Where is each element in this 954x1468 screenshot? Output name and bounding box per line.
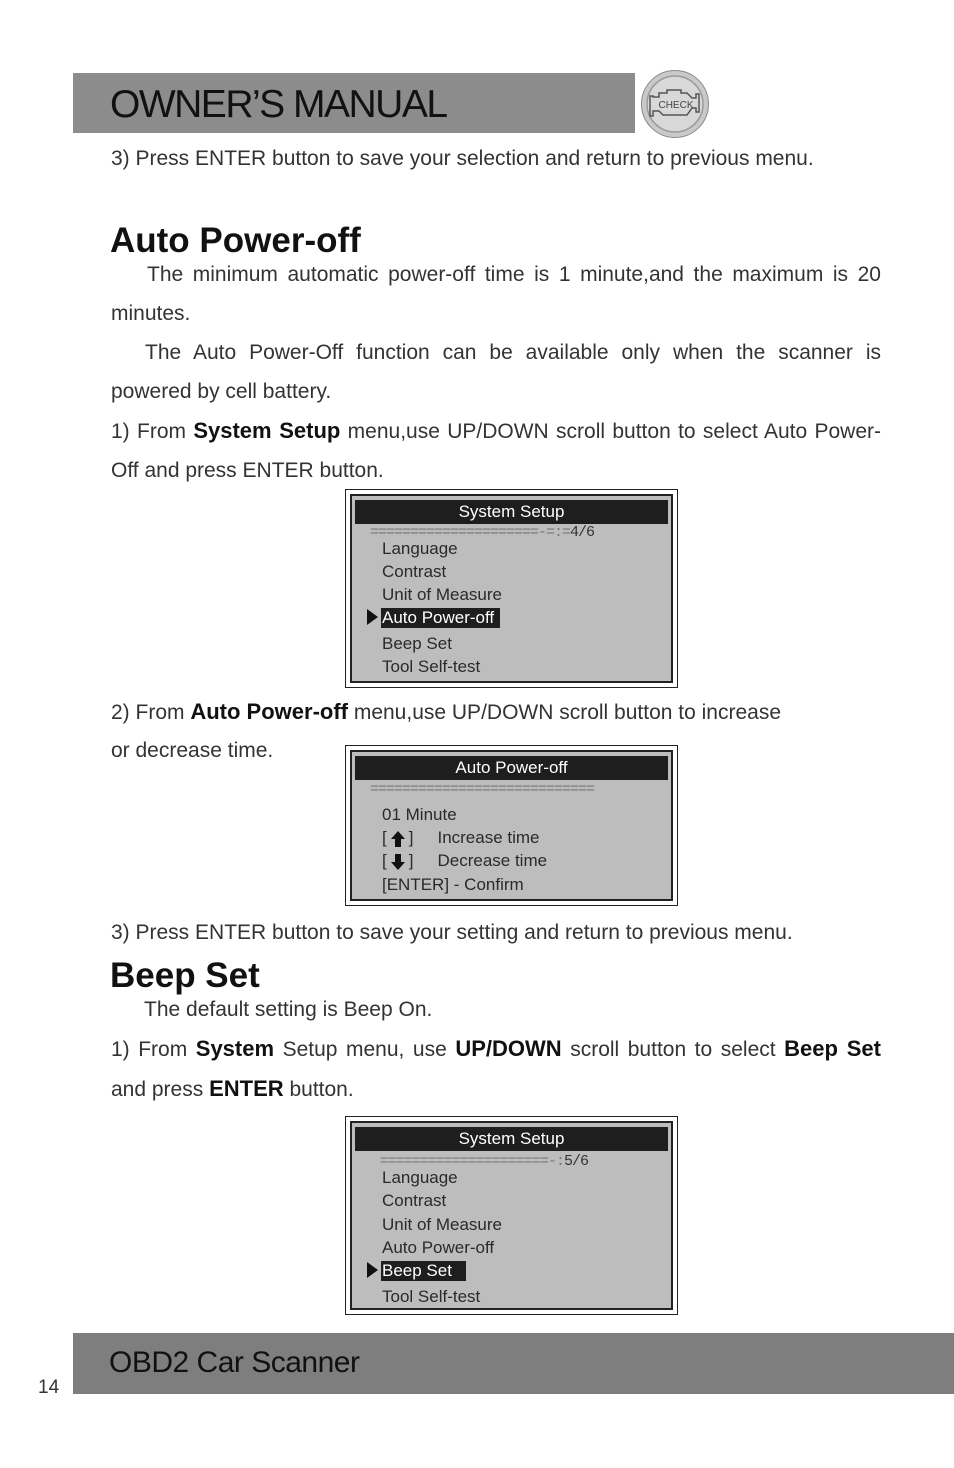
menu-item-language: Language — [382, 1168, 458, 1187]
step-text: and press — [111, 1078, 210, 1101]
decrease-time-row — [382, 851, 547, 871]
manual-title: OWNER’S MANUAL — [110, 83, 447, 126]
power-off-time-value: 01 Minute — [382, 805, 457, 824]
menu-item-beep-set: Beep Set — [382, 634, 452, 653]
auto-power-off-step-3: 3) Press ENTER button to save your setting and return to previous menu. — [111, 921, 793, 944]
auto-power-off-screen — [345, 745, 678, 906]
step-text: menu,use UP/DOWN scroll button to select Auto Power-Off and press ENTER button. — [111, 420, 881, 482]
auto-power-off-step-1 — [111, 411, 881, 490]
check-engine-icon — [641, 70, 709, 138]
step-text: Setup menu, use — [274, 1038, 456, 1061]
separator-rule: =====================-=:= — [370, 524, 571, 541]
step-text: button. — [283, 1078, 354, 1101]
auto-power-off-intro-1: The minimum automatic power-off time is 1 minute,and the maximum is 20 minutes. — [111, 263, 881, 325]
selection-cursor-icon — [367, 1262, 378, 1278]
page-counter: 5/6 — [564, 1153, 589, 1170]
down-arrow-icon — [391, 854, 405, 870]
step-text: scroll button to select — [561, 1038, 785, 1061]
menu-item-auto-power-off: Auto Power-off — [382, 1238, 495, 1257]
menu-item-tool-self-test: Tool Self-test — [382, 657, 481, 676]
menu-item-tool-self-test: Tool Self-test — [382, 1287, 481, 1306]
increase-time-label: Increase time — [437, 828, 540, 847]
increase-time-row — [382, 828, 540, 848]
previous-step-3: 3) Press ENTER button to save your selection and return to previous menu. — [111, 147, 814, 170]
auto-power-off-step-2 — [111, 692, 881, 732]
step-bold-text: Beep Set — [784, 1036, 881, 1061]
menu-item-language: Language — [382, 539, 458, 558]
step-bold-text: Auto Power-off — [190, 699, 348, 724]
menu-item-beep-set: Beep Set — [381, 1261, 466, 1281]
system-setup-screen-1 — [345, 489, 678, 688]
step-text: 1) From — [111, 1038, 196, 1061]
system-setup-screen-2 — [345, 1116, 678, 1315]
screen-title: System Setup — [355, 500, 668, 524]
step-bold-text: UP/DOWN — [455, 1036, 562, 1061]
check-badge-text: CHECK — [658, 100, 694, 111]
page-counter: 4/6 — [570, 524, 595, 541]
confirm-line: [ENTER] - Confirm — [382, 875, 524, 894]
selection-cursor-icon — [367, 609, 378, 625]
step-bold-text: System — [195, 1036, 275, 1061]
up-arrow-icon — [391, 831, 405, 847]
step-bold-text: System Setup — [193, 418, 341, 443]
screen-title: System Setup — [355, 1127, 668, 1151]
menu-item-unit-of-measure: Unit of Measure — [382, 1215, 502, 1234]
auto-power-off-intro-2: The Auto Power-Off function can be available only when the scanner is powered by cell battery. — [111, 341, 881, 403]
bracket: [ — [382, 828, 387, 847]
decrease-time-label: Decrease time — [437, 851, 548, 870]
footer-title: OBD2 Car Scanner — [109, 1346, 360, 1379]
menu-item-contrast: Contrast — [382, 1191, 447, 1210]
menu-item-unit-of-measure: Unit of Measure — [382, 585, 502, 604]
bracket: ] — [408, 828, 414, 847]
auto-power-off-heading: Auto Power-off — [110, 221, 361, 260]
beep-set-step-1 — [111, 1029, 881, 1109]
bracket: ] — [408, 851, 414, 870]
bracket: [ — [382, 851, 387, 870]
beep-set-intro: The default setting is Beep On. — [144, 998, 433, 1021]
separator-rule: =====================-: — [380, 1153, 565, 1170]
step-text: 2) From — [111, 701, 191, 724]
step-text: 1) From — [111, 420, 194, 443]
auto-power-off-step-2-line-2: or decrease time. — [111, 739, 274, 762]
beep-set-heading: Beep Set — [110, 956, 260, 995]
screen-title: Auto Power-off — [355, 756, 668, 780]
screen-separator — [370, 782, 594, 798]
page-number: 14 — [38, 1377, 60, 1398]
menu-item-contrast: Contrast — [382, 562, 447, 581]
step-bold-text: ENTER — [209, 1076, 284, 1101]
menu-item-auto-power-off: Auto Power-off — [381, 608, 500, 628]
step-text: menu,use UP/DOWN scroll button to increase — [348, 701, 782, 724]
separator-rule: ============================ — [370, 781, 595, 798]
